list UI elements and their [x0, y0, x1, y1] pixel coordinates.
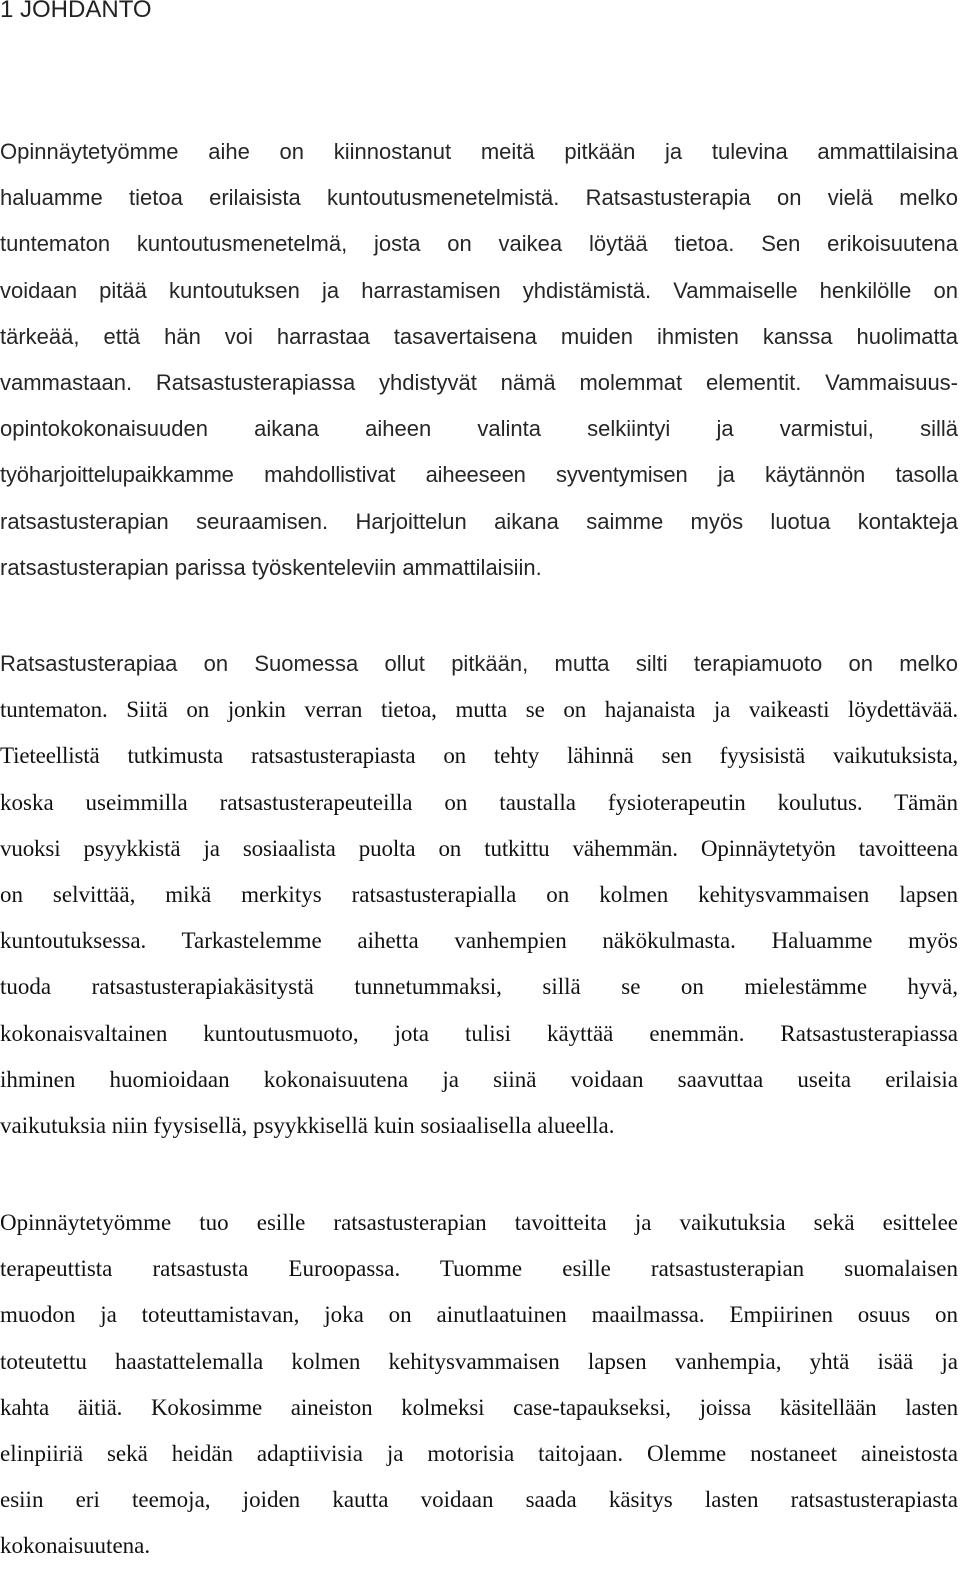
text-line: kuntoutuksessa. Tarkastelemme aihetta vanhempien näkökulmasta. Haluamme myös: [0, 928, 958, 954]
text-line: vammastaan. Ratsastusterapiassa yhdistyvät nämä molemmat elementit. Vammaisuus-: [0, 369, 958, 395]
text-line: voidaan pitää kuntoutuksen ja harrastamisen yhdistämistä. Vammaiselle henkilölle on: [0, 277, 958, 303]
text-line: haluamme tietoa erilaisista kuntoutusmenetelmistä. Ratsastusterapia on vielä melko: [0, 185, 958, 211]
text-line: Opinnäytetyömme tuo esille ratsastusterapian tavoitteita ja vaikutuksia sekä esittelee: [0, 1210, 958, 1235]
text-line: kokonaisvaltainen kuntoutusmuoto, jota tulisi käyttää enemmän. Ratsastusterapiassa: [0, 1020, 958, 1046]
text-line: tuoda ratsastusterapiakäsitystä tunnetummaksi, sillä se on mielestämme hyvä,: [0, 974, 958, 1000]
text-line: kahta äitiä. Kokosimme aineiston kolmeksi case-tapaukseksi, joissa käsitellään lasten: [0, 1394, 958, 1420]
text-line: tärkeää, että hän voi harrastaa tasavertaisena muiden ihmisten kanssa huolimatta: [0, 323, 958, 349]
section-heading: 1 JOHDANTO: [0, 0, 152, 23]
text-line: ratsastusterapian seuraamisen. Harjoittelun aikana saimme myös luotua kontakteja: [0, 508, 958, 534]
text-line: ihminen huomioidaan kokonaisuutena ja siinä voidaan saavuttaa useita erilaisia: [0, 1066, 958, 1092]
text-line: työharjoittelupaikkamme mahdollistivat aiheeseen syventymisen ja käytännön tasolla: [0, 462, 958, 488]
text-line: koska useimmilla ratsastusterapeuteilla on taustalla fysioterapeutin koulutus. Tämän: [0, 789, 958, 815]
text-line: on selvittää, mikä merkitys ratsastusterapialla on kolmen kehitysvammaisen lapsen: [0, 881, 958, 907]
text-line: muodon ja toteuttamistavan, joka on ainutlaatuinen maailmassa. Empiirinen osuus on: [0, 1302, 958, 1328]
text-line: toteutettu haastattelemalla kolmen kehitysvammaisen lapsen vanhempia, yhtä isää ja: [0, 1348, 958, 1374]
text-line: tuntematon kuntoutusmenetelmä, josta on vaikea löytää tietoa. Sen erikoisuutena: [0, 231, 958, 257]
text-line: Tieteellistä tutkimusta ratsastusterapiasta on tehty lähinnä sen fyysisistä vaikutuksista,: [0, 743, 958, 769]
text-line: esiin eri teemoja, joiden kautta voidaan saada käsitys lasten ratsastusterapiasta: [0, 1487, 958, 1513]
text-line: ratsastusterapian parissa työskenteleviin ammattilaisiin.: [0, 554, 542, 580]
text-line: terapeuttista ratsastusta Euroopassa. Tuomme esille ratsastusterapian suomalaisen: [0, 1256, 958, 1282]
text-line: vaikutuksia niin fyysisellä, psyykkisellä kuin sosiaalisella alueella.: [0, 1112, 615, 1138]
text-line: opintokokonaisuuden aikana aiheen valinta selkiintyi ja varmistui, sillä: [0, 416, 958, 442]
paragraph-2: [0, 641, 958, 1149]
text-line: tuntematon. Siitä on jonkin verran tietoa, mutta se on hajanaista ja vaikeasti löydettävää.: [0, 697, 958, 723]
text-line: kokonaisuutena.: [0, 1533, 151, 1559]
text-line: Opinnäytetyömme aihe on kiinnostanut meitä pitkään ja tulevina ammattilaisina: [0, 139, 958, 164]
paragraph-3: [0, 1200, 958, 1570]
paragraph-1: [0, 129, 958, 591]
text-line: elinpiiriä sekä heidän adaptiivisia ja motorisia taitojaan. Olemme nostaneet aineistosta: [0, 1440, 958, 1466]
text-line: Ratsastusterapiaa on Suomessa ollut pitkään, mutta silti terapiamuoto on melko: [0, 651, 958, 676]
text-line: vuoksi psyykkistä ja sosiaalista puolta on tutkittu vähemmän. Opinnäytetyön tavoitteena: [0, 835, 958, 861]
